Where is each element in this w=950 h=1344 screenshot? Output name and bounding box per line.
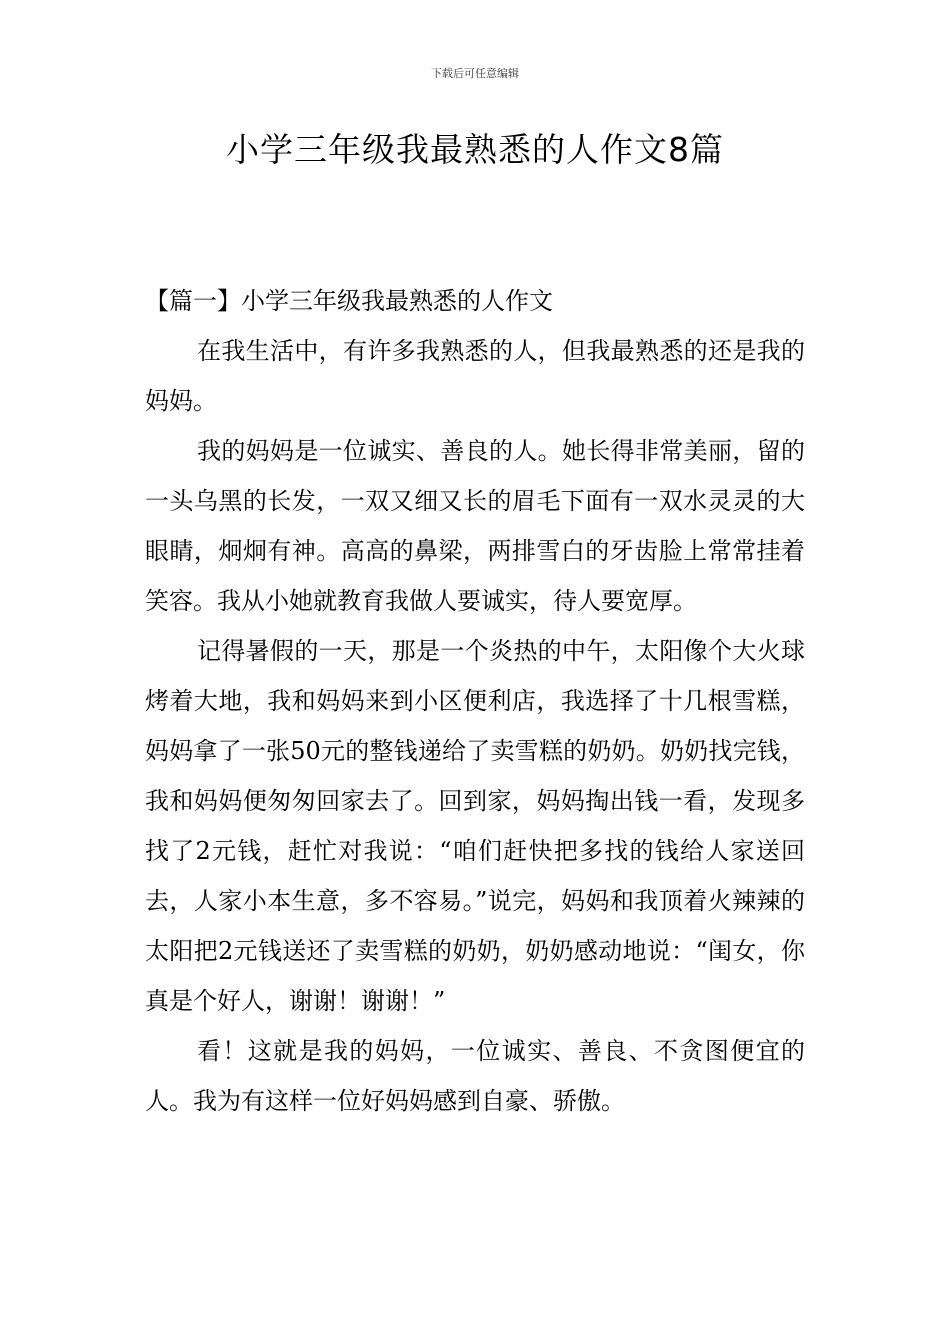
document-body bbox=[145, 276, 805, 1126]
header-note: 下载后可任意编辑 bbox=[431, 67, 519, 80]
paragraph: 我的妈妈是一位诚实、善良的人。她长得非常美丽，留的一头乌黑的长发，一双又细又长的眉毛下面有一双水灵灵的大眼睛，炯炯有神。高高的鼻梁，两排雪白的牙齿脸上常常挂着笑容。我从小她就教育我做人要诚实，待人要宽厚。 bbox=[145, 437, 805, 615]
section-heading: 【篇一】小学三年级我最熟悉的人作文 bbox=[145, 287, 553, 315]
paragraph: 记得暑假的一天，那是一个炎热的中午，太阳像个大火球烤着大地，我和妈妈来到小区便利店，我选择了十几根雪糕，妈妈拿了一张50元的整钱递给了卖雪糕的奶奶。奶奶找完钱，我和妈妈便匆匆回家去了。回到家，妈妈掏出钱一看，发现多找了2元钱，赶忙对我说：“咱们赶快把多找的钱给人家送回去，人家小本生意，多不容易。”说完，妈妈和我顶着火辣辣的太阳把2元钱送还了卖雪糕的奶奶，奶奶感动地说：“闺女，你真是个好人，谢谢！谢谢！” bbox=[145, 637, 805, 1015]
paragraph: 看！这就是我的妈妈，一位诚实、善良、不贪图便宜的人。我为有这样一位好妈妈感到自豪、骄傲。 bbox=[145, 1037, 805, 1115]
document-title: 小学三年级我最熟悉的人作文8篇 bbox=[226, 130, 724, 169]
paragraph: 在我生活中，有许多我熟悉的人，但我最熟悉的还是我的妈妈。 bbox=[145, 337, 805, 415]
